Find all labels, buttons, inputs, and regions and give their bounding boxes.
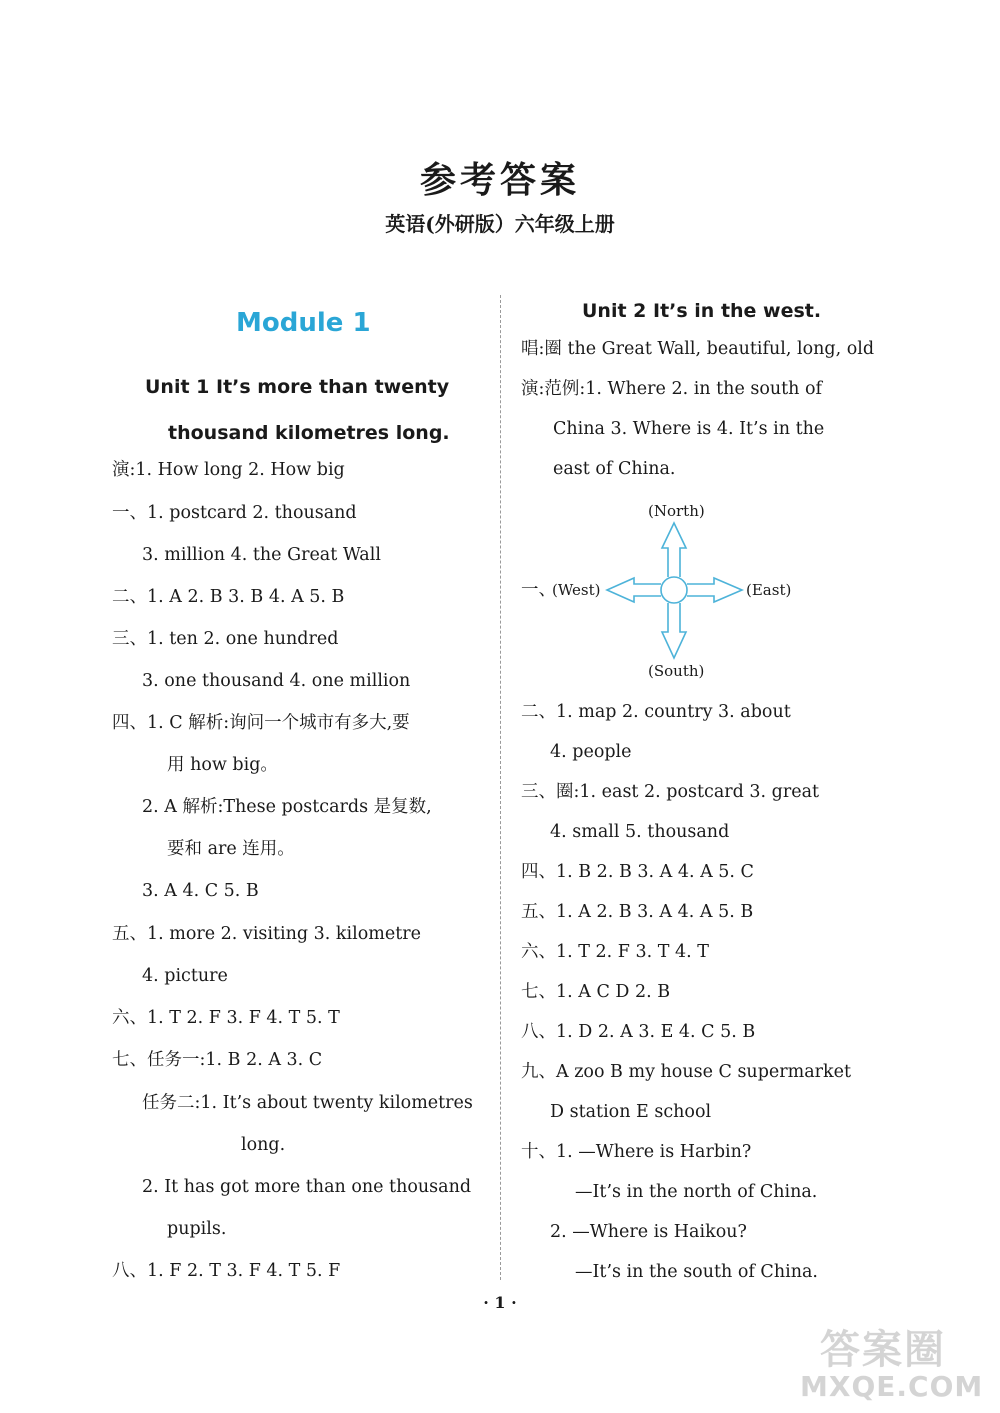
answer-line: 十、1. —Where is Harbin? bbox=[521, 1142, 752, 1162]
unit1-title-line2: thousand kilometres long. bbox=[168, 422, 450, 444]
answer-line: 要和 are 连用。 bbox=[167, 839, 295, 859]
answer-line: 九、A zoo B my house C supermarket bbox=[521, 1062, 852, 1082]
unit2-title: Unit 2 It’s in the west. bbox=[582, 300, 822, 322]
answer-line: 二、1. map 2. country 3. about bbox=[521, 702, 791, 722]
answer-line: east of China. bbox=[553, 459, 676, 479]
compass-prefix: 一、 bbox=[521, 580, 556, 600]
page-title: 参考答案 bbox=[419, 159, 580, 201]
answer-line: 四、1. C 解析:询问一个城市有多大,要 bbox=[112, 713, 410, 733]
answer-line: 4. picture bbox=[142, 966, 228, 986]
compass-east-label: (East) bbox=[746, 581, 792, 599]
answer-line: pupils. bbox=[167, 1219, 227, 1239]
answer-line: 4. people bbox=[550, 742, 632, 762]
compass-center-circle bbox=[661, 577, 687, 603]
answer-line: 八、1. F 2. T 3. F 4. T 5. F bbox=[112, 1261, 341, 1281]
arrow-west bbox=[607, 578, 661, 602]
answer-line: 三、1. ten 2. one hundred bbox=[112, 629, 339, 649]
answer-line: 3. million 4. the Great Wall bbox=[142, 545, 381, 565]
answer-line: 任务二:1. It’s about twenty kilometres bbox=[142, 1093, 473, 1113]
answer-line: 演:1. How long 2. How big bbox=[112, 460, 345, 480]
watermark-url: MXQE.COM bbox=[800, 1370, 984, 1403]
column-divider bbox=[500, 295, 501, 1280]
answer-line: 八、1. D 2. A 3. E 4. C 5. B bbox=[521, 1022, 756, 1042]
watermark-logo-text: 答案圈 bbox=[820, 1327, 946, 1373]
answer-line: —It’s in the north of China. bbox=[575, 1182, 818, 1202]
answer-line: 五、1. more 2. visiting 3. kilometre bbox=[112, 924, 421, 944]
answer-line: —It’s in the south of China. bbox=[575, 1262, 818, 1282]
unit1-title-line1: Unit 1 It’s more than twenty bbox=[145, 376, 450, 398]
answer-line: 三、圈:1. east 2. postcard 3. great bbox=[521, 782, 820, 802]
answer-line: 四、1. B 2. B 3. A 4. A 5. C bbox=[521, 862, 754, 882]
compass-north-label: (North) bbox=[648, 502, 705, 520]
answer-line: 七、任务一:1. B 2. A 3. C bbox=[112, 1050, 323, 1070]
watermark bbox=[780, 1318, 990, 1408]
answer-line: 六、1. T 2. F 3. F 4. T 5. T bbox=[112, 1008, 340, 1028]
answer-line: China 3. Where is 4. It’s in the bbox=[553, 419, 825, 439]
compass-west-label: (West) bbox=[552, 581, 601, 599]
answer-line: 演:范例:1. Where 2. in the south of bbox=[521, 379, 823, 399]
answer-line: 一、1. postcard 2. thousand bbox=[112, 503, 357, 523]
module-title: Module 1 bbox=[236, 308, 371, 338]
answer-line: 4. small 5. thousand bbox=[550, 822, 730, 842]
answer-line: 五、1. A 2. B 3. A 4. A 5. B bbox=[521, 902, 754, 922]
answer-line: 2. —Where is Haikou? bbox=[550, 1222, 747, 1242]
answer-line: D station E school bbox=[550, 1102, 712, 1122]
compass-diagram bbox=[550, 498, 810, 688]
answer-line: 六、1. T 2. F 3. T 4. T bbox=[521, 942, 709, 962]
arrow-south bbox=[662, 603, 686, 658]
answer-line: 2. It has got more than one thousand bbox=[142, 1177, 472, 1197]
answer-line: 唱:圈 the Great Wall, beautiful, long, old bbox=[521, 339, 875, 359]
answer-line: 2. A 解析:These postcards 是复数, bbox=[142, 797, 432, 817]
answer-line: 3. one thousand 4. one million bbox=[142, 671, 411, 691]
arrow-east bbox=[687, 578, 742, 602]
answer-line: 3. A 4. C 5. B bbox=[142, 881, 259, 901]
page-number: · 1 · bbox=[483, 1293, 517, 1312]
compass-south-label: (South) bbox=[648, 662, 705, 680]
answer-line: 七、1. A C D 2. B bbox=[521, 982, 671, 1002]
page-subtitle: 英语(外研版）六年级上册 bbox=[385, 212, 615, 236]
answer-line: long. bbox=[241, 1135, 286, 1155]
answer-line: 用 how big。 bbox=[167, 755, 278, 775]
arrow-north bbox=[662, 523, 686, 577]
answer-line: 二、1. A 2. B 3. B 4. A 5. B bbox=[112, 587, 345, 607]
